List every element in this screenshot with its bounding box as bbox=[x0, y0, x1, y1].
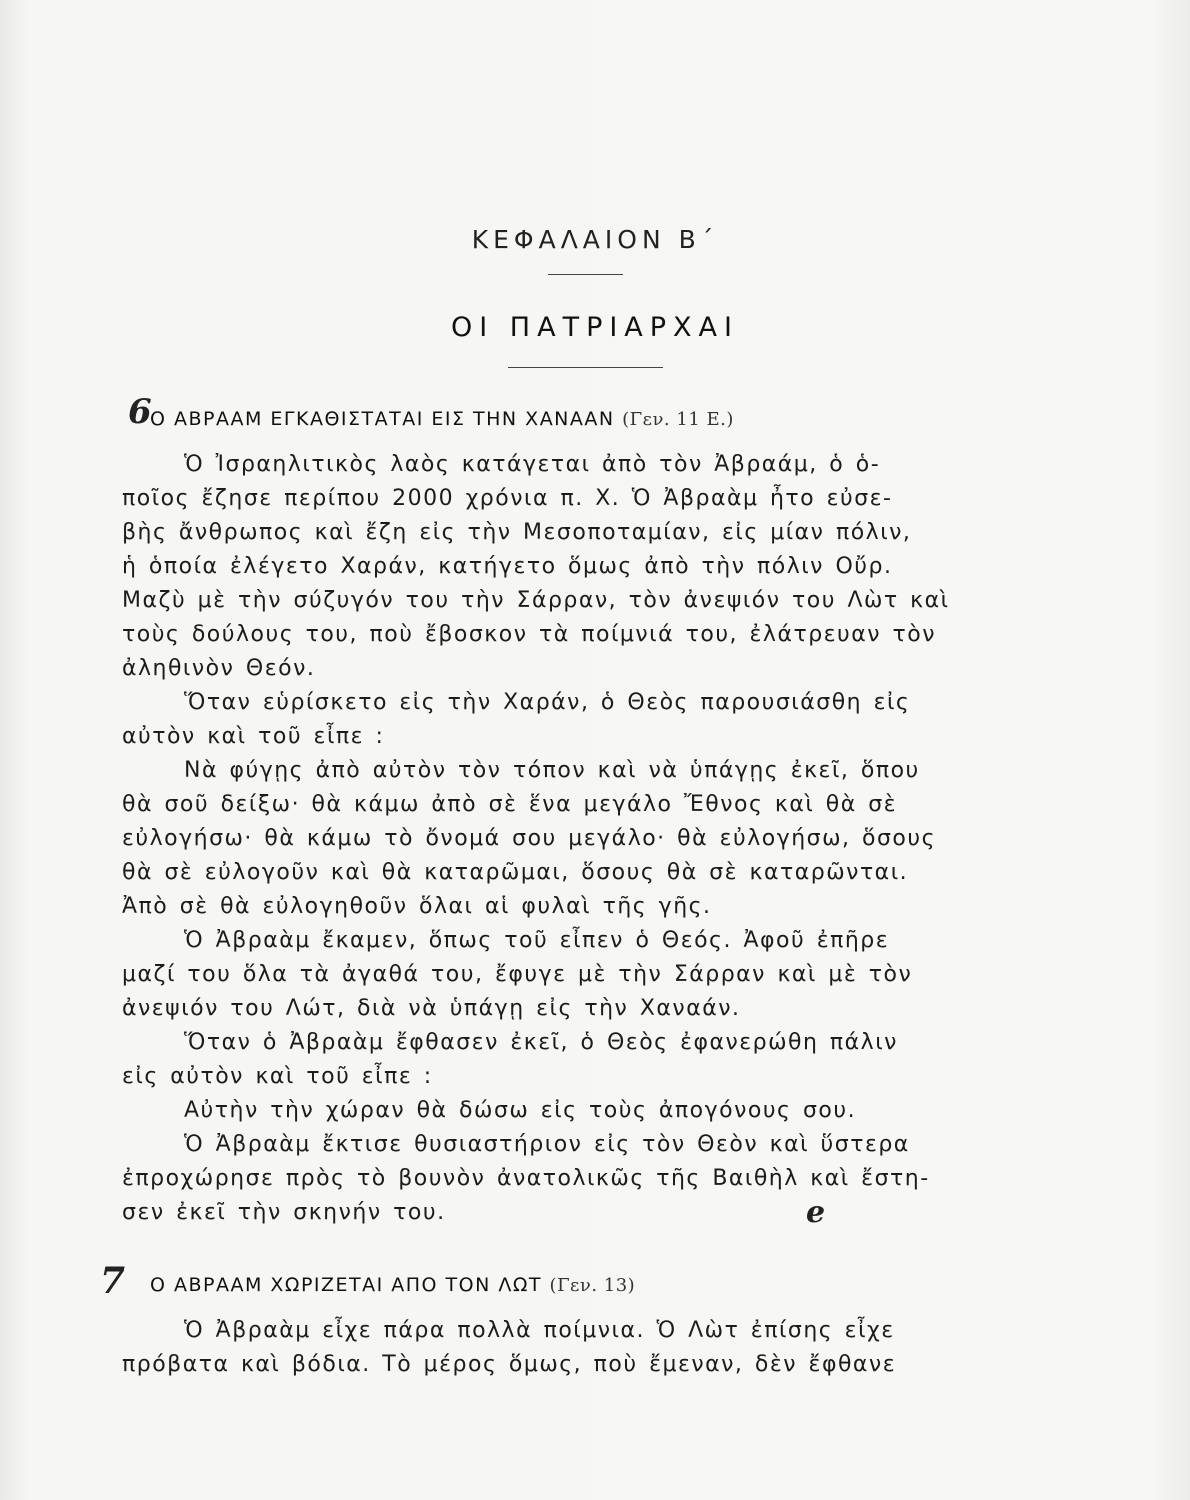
text-line: Ὁ Ἀβραὰμ ἔκτισε θυσιαστήριον εἰς τὸν Θεὸν καὶ ὕστερα bbox=[184, 1132, 910, 1157]
divider-bottom bbox=[508, 367, 663, 368]
section-2-reference: (Γεν. 13) bbox=[549, 1275, 636, 1296]
handwritten-mark-inline: e bbox=[806, 1195, 826, 1230]
text-line: Μαζὺ μὲ τὴν σύζυγόν του τὴν Σάρραν, τὸν ἀνεψιόν του Λὼτ καὶ bbox=[122, 588, 950, 613]
divider-top bbox=[548, 274, 623, 275]
handwritten-mark-section-2: 7 bbox=[100, 1260, 126, 1302]
text-line: τοὺς δούλους του, ποὺ ἔβοσκον τὰ ποίμνιά του, ἐλάτρευαν τὸν bbox=[122, 622, 937, 647]
handwritten-mark-section-1: 6 bbox=[128, 392, 152, 432]
section-2-title: Ο ΑΒΡΑΑΜ ΧΩΡΙΖΕΤΑΙ ΑΠΟ ΤΟΝ ΛΩΤ bbox=[150, 1274, 542, 1296]
section-1-reference: (Γεν. 11 Ε.) bbox=[622, 409, 734, 430]
section-1-heading bbox=[150, 408, 734, 430]
text-line: Ὅταν ὁ Ἀβραὰμ ἔφθασεν ἐκεῖ, ὁ Θεὸς ἐφανερώθη πάλιν bbox=[184, 1030, 898, 1055]
text-line: αὐτὸν καὶ τοῦ εἶπε : bbox=[122, 724, 385, 749]
text-line: Ὁ Ἰσραηλιτικὸς λαὸς κατάγεται ἀπὸ τὸν Ἀβραάμ, ὁ ὁ- bbox=[184, 452, 881, 477]
text-line: Ἀπὸ σὲ θὰ εὐλογηθοῦν ὅλαι αἱ φυλαὶ τῆς γῆς. bbox=[122, 894, 712, 919]
chapter-label: ΚΕΦΑΛΑΙΟΝ Β΄ bbox=[471, 225, 719, 254]
text-line: εἰς αὐτὸν καὶ τοῦ εἶπε : bbox=[122, 1064, 433, 1089]
text-line: θὰ σὲ εὐλογοῦν καὶ θὰ καταρῶμαι, ὅσους θὰ σὲ καταρῶνται. bbox=[122, 860, 909, 885]
text-line: ἡ ὁποία ἐλέγετο Χαράν, κατήγετο ὅμως ἀπὸ τὴν πόλιν Οὔρ. bbox=[122, 554, 893, 579]
text-line: πρόβατα καὶ βόδια. Τὸ μέρος ὅμως, ποὺ ἔμεναν, δὲν ἔφθανε bbox=[122, 1352, 897, 1377]
text-line: μαζί του ὅλα τὰ ἀγαθά του, ἔφυγε μὲ τὴν Σάρραν καὶ μὲ τὸν bbox=[122, 962, 913, 987]
chapter-title: ΟΙ ΠΑΤΡΙΑΡΧΑΙ bbox=[451, 312, 739, 343]
text-line: θὰ σοῦ δείξω· θὰ κάμω ἀπὸ σὲ ἕνα μεγάλο Ἔθνος καὶ θὰ σὲ bbox=[122, 792, 898, 817]
text-line: εὐλογήσω· θὰ κάμω τὸ ὄνομά σου μεγάλο· θὰ εὐλογήσω, ὅσους bbox=[122, 826, 937, 851]
text-line: ἀληθινὸν Θεόν. bbox=[122, 656, 316, 681]
text-line: Νὰ φύγῃς ἀπὸ αὐτὸν τὸν τόπον καὶ νὰ ὑπάγῃς ἐκεῖ, ὅπου bbox=[184, 758, 920, 783]
text-line: ἀνεψιόν του Λώτ, διὰ νὰ ὑπάγῃ εἰς τὴν Χαναάν. bbox=[122, 996, 741, 1021]
text-line: σεν ἐκεῖ τὴν σκηνήν του. bbox=[122, 1200, 446, 1225]
text-line: ποῖος ἔζησε περίπου 2000 χρόνια π. Χ. Ὁ Ἀβραὰμ ἦτο εὐσε- bbox=[122, 486, 893, 511]
text-line: Ὁ Ἀβραὰμ ἔκαμεν, ὅπως τοῦ εἶπεν ὁ Θεός. Ἀφοῦ ἐπῆρε bbox=[184, 928, 890, 953]
text-line: Αὐτὴν τὴν χώραν θὰ δώσω εἰς τοὺς ἀπογόνους σου. bbox=[184, 1098, 857, 1123]
text-line: ἐπροχώρησε πρὸς τὸ βουνὸν ἀνατολικῶς τῆς Βαιθὴλ καὶ ἔστη- bbox=[122, 1166, 930, 1191]
text-line: βὴς ἄνθρωπος καὶ ἔζη εἰς τὴν Μεσοποταμίαν, εἰς μίαν πόλιν, bbox=[122, 520, 912, 545]
section-1-title: Ο ΑΒΡΑΑΜ ΕΓΚΑΘΙΣΤΑΤΑΙ ΕΙΣ ΤΗΝ ΧΑΝΑΑΝ bbox=[150, 408, 615, 430]
text-line: Ὁ Ἀβραὰμ εἶχε πάρα πολλὰ ποίμνια. Ὁ Λὼτ ἐπίσης εἶχε bbox=[184, 1318, 895, 1343]
text-line: Ὅταν εὑρίσκετο εἰς τὴν Χαράν, ὁ Θεὸς παρουσιάσθη εἰς bbox=[184, 690, 911, 715]
section-2-heading bbox=[150, 1274, 635, 1296]
